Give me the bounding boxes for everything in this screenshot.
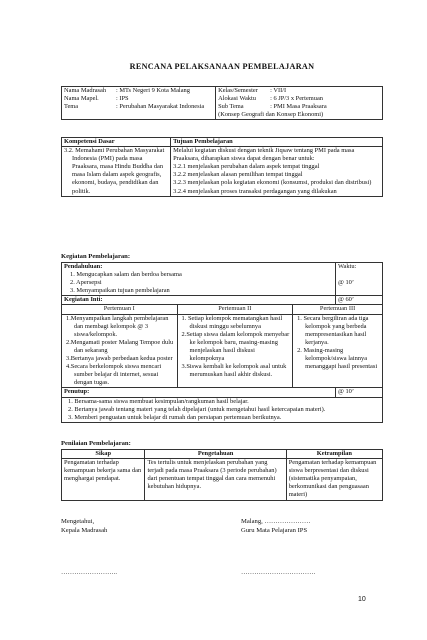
theme-label: Tema xyxy=(64,103,79,111)
ketrampilan-header: Ketrampilan xyxy=(286,450,382,459)
meeting-3-step: 1. Secara bergiliran ada tiga kelompok yang berbeda mempresentasikan hasil kerjanya. xyxy=(297,314,369,346)
sign-right-line1: Malang, ………………… xyxy=(241,518,311,525)
tujuan-item: 3.2.1 menjelaskan perubahan dalam aspek tempat tinggal xyxy=(173,163,320,171)
identity-right-cell xyxy=(216,87,383,120)
theme-value: : Perubahan Masyarakat Indonesia xyxy=(116,103,205,111)
signature-right xyxy=(241,517,315,577)
school-value: : MTs Negeri 9 Kota Malang xyxy=(116,87,190,94)
pengetahuan-header: Pengetahuan xyxy=(145,450,286,459)
meeting-1-step: 4.Secara berkelompok siswa mencari sumber belajar di internet, sesuai dengan tugas. xyxy=(66,363,162,387)
penutup-item: 1. Bersama-sama siswa membuat kesimpulan/rangkuman hasil belajar. xyxy=(68,397,249,405)
sign-left-line1: Mengetahui, xyxy=(61,518,95,525)
meeting-1-step: 2.Mengamati poster Malang Tempoe dulu dan sekarang xyxy=(66,338,174,354)
sikap-cell: Pengamatan terhadap kemampuan bekerja sama dan menghargai pendapat. xyxy=(62,459,145,500)
tujuan-intro: Melalui kegiatan diskusi dengan teknik Jiqsaw tentang PMI pada masa Praaksara, diharapkan siswa dapat dengan benar untuk: xyxy=(173,147,355,163)
meeting-header-3: Pertemuan III xyxy=(293,305,383,314)
meeting-header-2: Pertemuan II xyxy=(177,305,293,314)
penutup-item: 2. Bertanya jawab tentang materi yang telah dipelajari (untuk mengetahui hasil ketercapaian materi). xyxy=(68,405,326,413)
subtheme-note: (Konsep Geografi dan Konsep Ekonomi) xyxy=(218,111,324,119)
kd-text: 3.2. Memahami Perubahan Masyarakat Indonesia (PMI) pada masa Praaksara, masa Hindu Buddha dan masa Islam dalam aspek geografis, ekonomi, budaya, pendidikan dan politik. xyxy=(62,147,171,197)
tujuan-item: 3.2.3 menjelaskan pola kegiatan ekonomi (konsumsi, produksi dan distribusi) xyxy=(173,179,372,187)
meeting-2-step: 2.Setiap siswa dalam kelompok menyebar ke kelompok baru, masing-masing menjelaskan hasil diskusi kelompoknya xyxy=(181,330,290,363)
sign-right-dots: ……………………………. xyxy=(241,569,316,576)
tujuan-cell xyxy=(171,147,383,197)
pendahuluan-item: 2. Apersepsi xyxy=(70,279,102,287)
signature-left xyxy=(61,517,117,577)
sign-right-line2: Guru Mata Pelajaran IPS xyxy=(241,527,308,534)
meeting-3-cell xyxy=(293,314,383,388)
sign-left-line2: Kepala Madrasah xyxy=(61,527,108,534)
meeting-2-step: 3.Siswa kembali ke kelompok asal untuk merumuskan hasil akhir diskusi. xyxy=(181,363,287,379)
inti-time: @ 60’ xyxy=(336,296,383,305)
meeting-header-1: Pertemuan I xyxy=(62,305,178,314)
pendahuluan-label: Pendahuluan: xyxy=(64,263,103,270)
identity-left-cell xyxy=(62,87,216,120)
tujuan-header: Tujuan Pembelajaran xyxy=(171,138,383,147)
pengetahuan-cell: Tes tertulis untuk menjelaskan perubahan yang terjadi pada masa Praaksara (3 periode perubahan) dari penentuan tempat tinggal dan cara memenuhi kebutuhan hidupnya. xyxy=(145,459,286,500)
meeting-1-step: 1.Menyampaikan langkah pembelajaran dan membagi kelompok @ 3 siswa/kelompok. xyxy=(66,314,169,338)
class-label: Kelas/Semester xyxy=(218,87,258,94)
page-number: 10 xyxy=(358,596,366,603)
identity-table xyxy=(61,86,383,120)
sign-left-dots: …………………….. xyxy=(61,569,118,576)
kd-header: Kompetensi Dasar xyxy=(62,138,171,147)
activity-table xyxy=(61,262,383,423)
ketrampilan-cell: Pengamatan terhadap kemampuan siswa berpresentasi dan diskusi (sistematika penyampaian, berkomunikasi dan penguasaan materi) xyxy=(286,459,382,500)
subject-value: : IPS xyxy=(116,95,129,103)
assessment-table xyxy=(61,449,383,501)
penilaian-section-label: Penilaian Pembelajaran: xyxy=(61,440,131,447)
pendahuluan-item: 3. Menyampaikan tujuan pembelajaran xyxy=(70,287,170,295)
tujuan-item: 3.2.2 menjelaskan alasan pemilihan tempat tinggal xyxy=(173,171,303,179)
pendahuluan-time: @ 10’ xyxy=(338,279,355,287)
waktu-label: Waktu: xyxy=(338,263,357,270)
school-label: Nama Madrasah xyxy=(64,87,107,94)
penutup-item: 3. Memberi penguatan untuk belajar di rumah dan persiapan pertemuan berikutnya. xyxy=(68,413,282,421)
subtheme-label: Sub Tema xyxy=(218,103,244,111)
tujuan-item: 3.2.4 menjelaskan proses transaksi perdagangan yang dilakukan xyxy=(173,187,337,195)
penutup-time: @ 10’ xyxy=(336,388,383,397)
meeting-1-step: 3.Bertanya jawab perbedaan kedua poster xyxy=(66,355,173,363)
competency-table xyxy=(61,137,383,197)
class-value: : VII/I xyxy=(270,87,287,94)
meeting-1-cell xyxy=(62,314,178,388)
sikap-header: Sikap xyxy=(62,450,145,459)
penutup-label: Penutup: xyxy=(62,388,336,397)
meeting-3-step: 2. Masing-masing kelompok/siswa lainnya menanggapi hasil presentasi xyxy=(297,346,378,371)
pendahuluan-item: 1. Mengucapkan salam dan berdoa bersama xyxy=(70,271,182,279)
meeting-2-step: 1. Setiap kelompok mematangkan hasil diskusi minggu sebelumnya xyxy=(181,314,283,330)
penutup-cell xyxy=(62,397,383,422)
pendahuluan-time-cell xyxy=(336,263,383,296)
kegiatan-section-label: Kegiatan Pembelajaran: xyxy=(61,253,131,260)
time-value: : 6 JP/3 x Pertemuan xyxy=(270,95,323,103)
subtheme-value: : PMI Masa Praaksara xyxy=(270,103,327,111)
time-label: Alokasi Waktu xyxy=(218,95,256,103)
pendahuluan-cell xyxy=(62,263,336,296)
meeting-2-cell xyxy=(177,314,293,388)
inti-label: Kegiatan Inti: xyxy=(62,296,336,305)
subject-label: Nama Mapel. xyxy=(64,95,99,103)
document-title: RENCANA PELAKSANAAN PEMBELAJARAN xyxy=(129,62,315,71)
